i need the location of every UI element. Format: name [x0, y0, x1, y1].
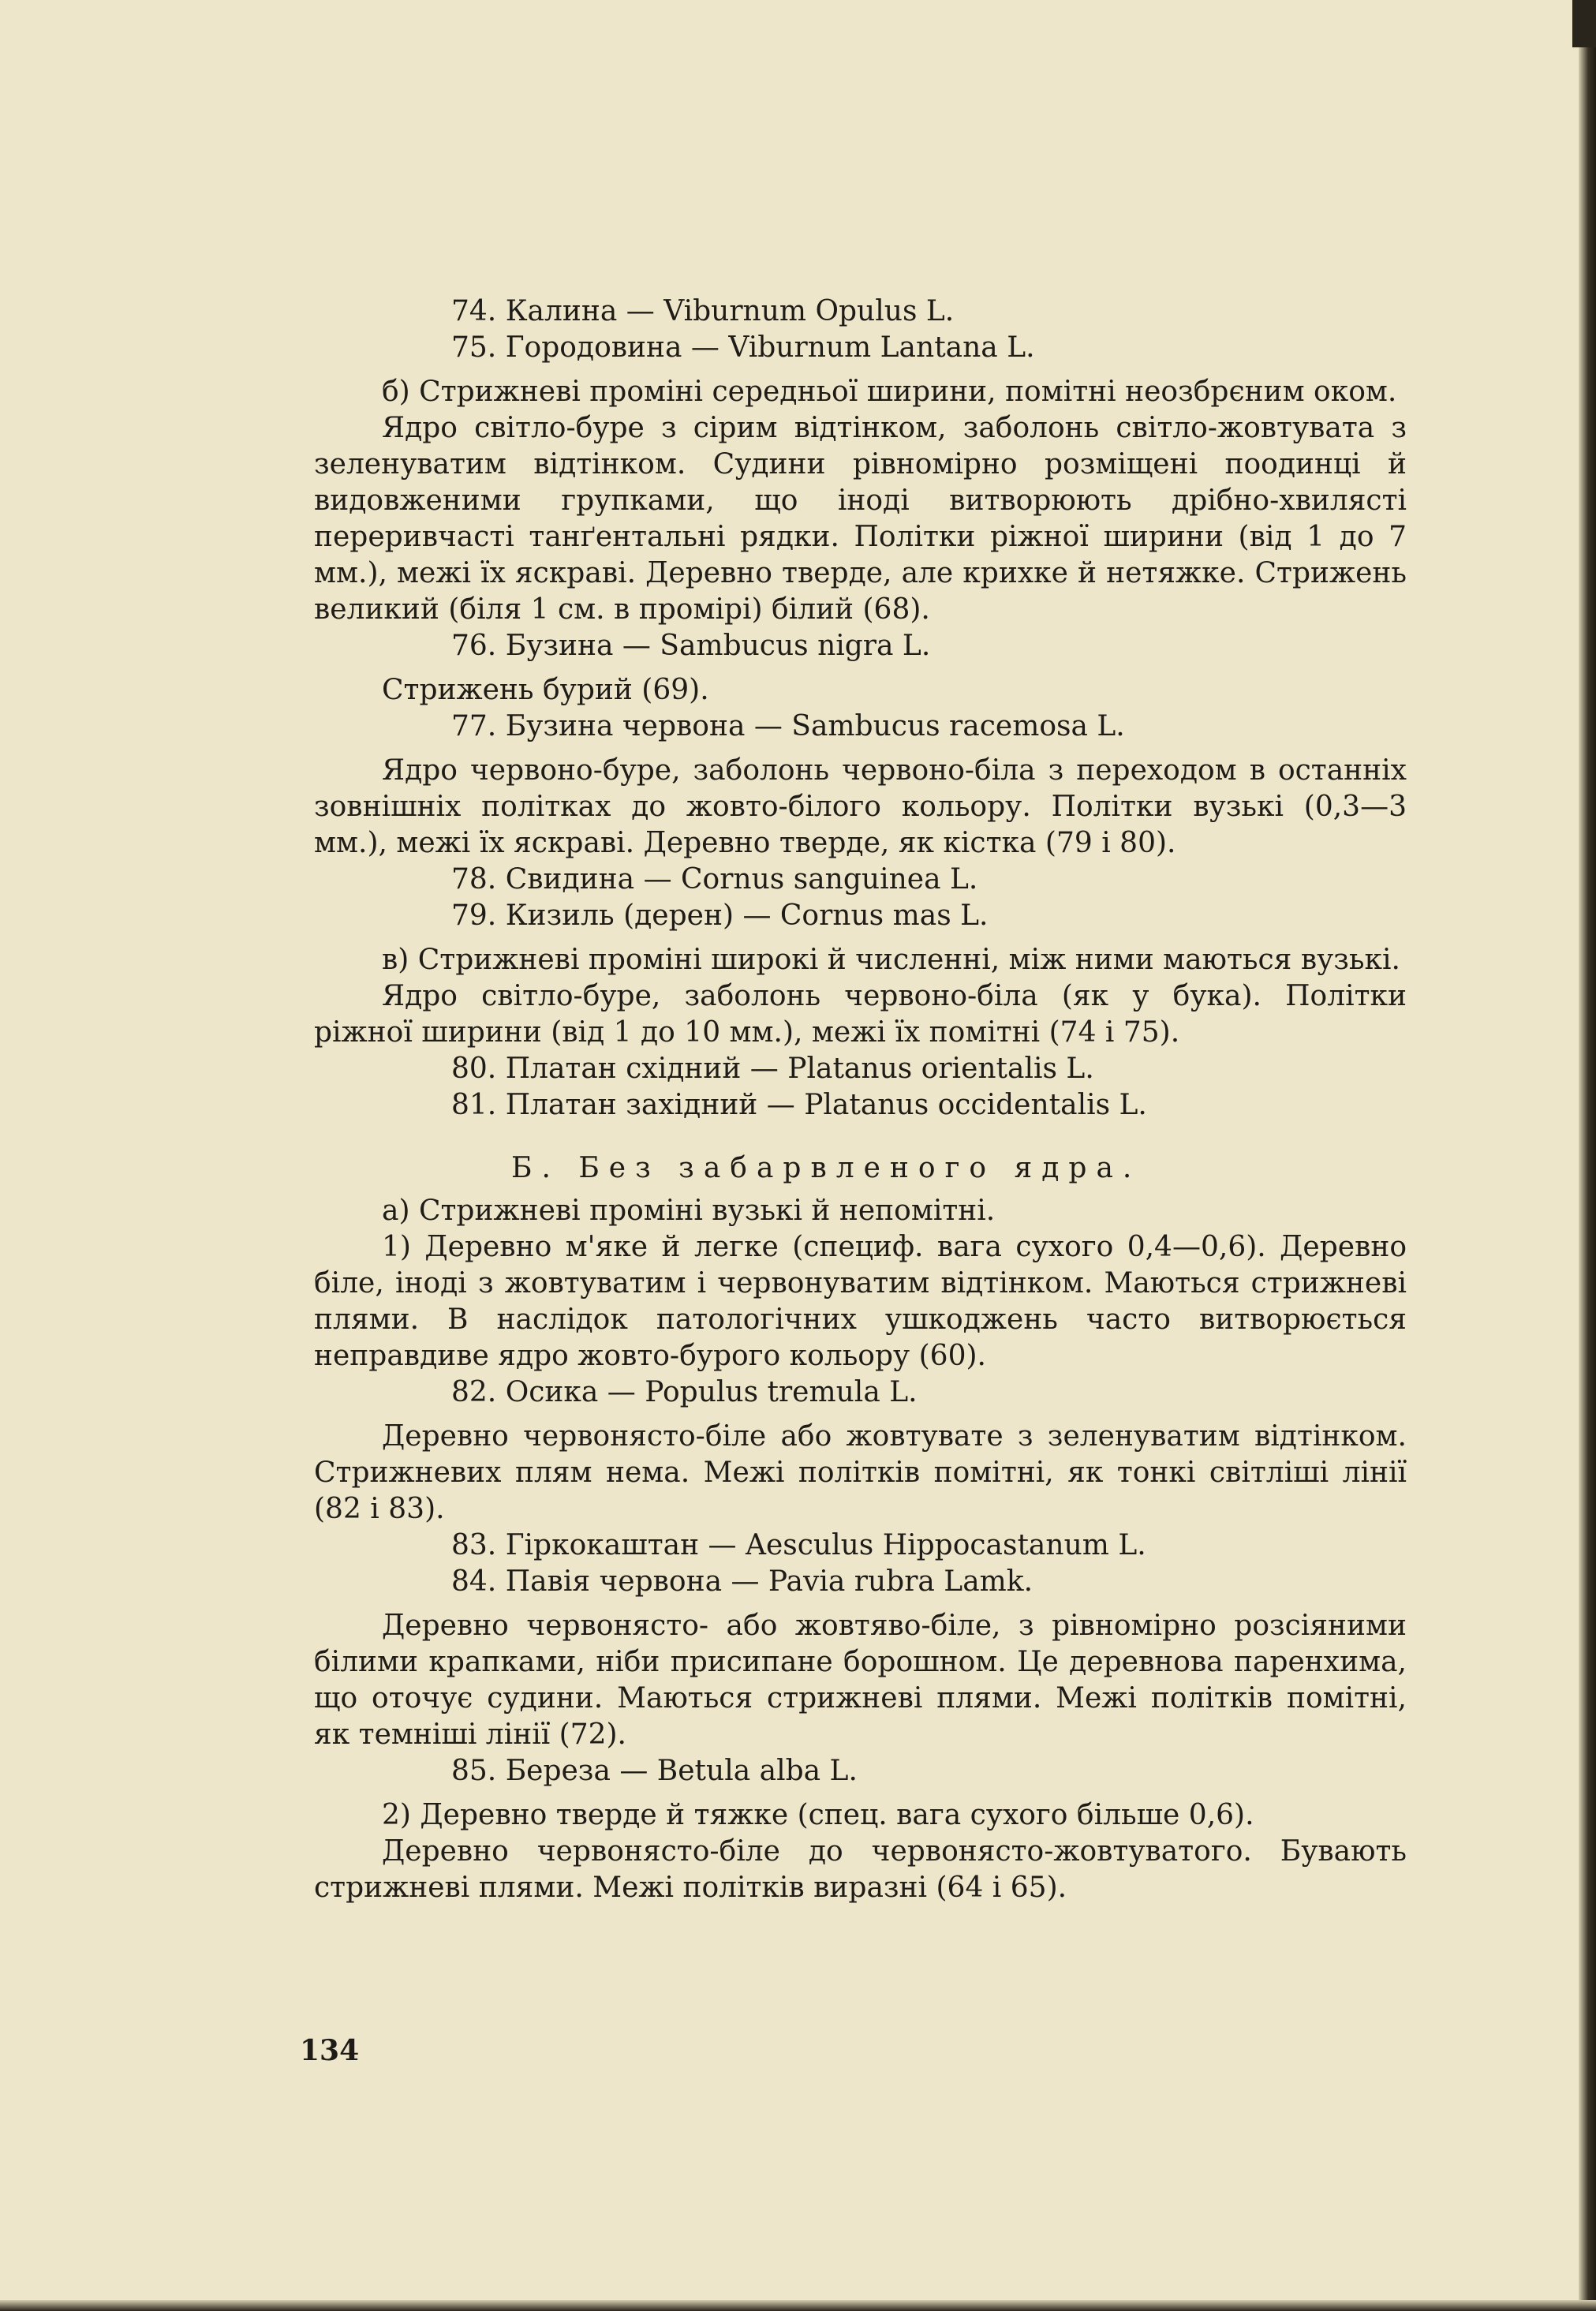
- entry-80: 80. Платан східний — Platanus orientalis L.: [451, 1053, 1094, 1085]
- entry-79: 79. Кизиль (дерен) — Cornus mas L.: [451, 899, 989, 932]
- entry-85: 85. Береза — Betula alba L.: [451, 1755, 858, 1787]
- page-edge-shadow: [1579, 0, 1596, 2311]
- entry-82: 82. Осика — Populus tremula L.: [451, 1376, 918, 1408]
- section-heading-b: Б. Без забарвленого ядра.: [511, 1152, 1142, 1184]
- entry-83: 83. Гіркокаштан — Aesculus Hippocastanum L.: [451, 1529, 1146, 1561]
- paragraph-hard-wood: 2) Деревно тверде й тяжке (спец. вага сухого більше 0,6).: [382, 1799, 1254, 1831]
- page-number: 134: [300, 2034, 360, 2067]
- paragraph-description-3: Ядро світло-буре, заболонь червоно-біла (як у бука). Політки ріжної ширини (від 1 до 10 мм.), межі їх помітні (74 і 75).: [314, 980, 1407, 1049]
- paragraph-pith-brown: Стрижень бурий (69).: [382, 674, 709, 706]
- entry-77: 77. Бузина червона — Sambucus racemosa L.: [451, 710, 1125, 742]
- entry-74: 74. Калина — Viburnum Opulus L.: [451, 295, 955, 327]
- paragraph-b-medium-rays: б) Стрижневі проміні середньої ширини, помітні неозбрєним оком.: [382, 376, 1397, 408]
- paragraph-description-5: Деревно червонясто- або жовтяво-біле, з рівномірно розсіяними білими крапками, ніби присипане борошном. Це деревнова паренхима, що оточує судини. Маються стрижневі плями. Межі політків помітні, як темніші лінії (72).: [314, 1610, 1407, 1751]
- paragraph-soft-wood: 1) Деревно м'яке й легке (специф. вага сухого 0,4—0,6). Деревно біле, іноді з жовтуватим і червонуватим відтінком. Маються стрижневі плями. В наслідок патологічних ушкоджень часто витворюється неправдиве ядро жовто-бурого кольору (60).: [314, 1231, 1407, 1372]
- paragraph-description-6: Деревно червонясто-біле до червонясто-жовтуватого. Бувають стрижневі плями. Межі політків виразні (64 і 65).: [314, 1835, 1407, 1904]
- entry-84: 84. Павія червона — Pavia rubra Lamk.: [451, 1565, 1033, 1598]
- paragraph-description-1: Ядро світло-буре з сірим відтінком, заболонь світло-жовтувата з зеленуватим відтінком. Судини рівномірно розміщені поодинці й видовженими групками, що іноді витворюють дрібно-хвилясті переривчасті танґентальні рядки. Політки ріжної ширини (від 1 до 7 мм.), межі їх яскраві. Деревно тверде, але крихке й нетяжке. Стрижень великий (біля 1 см. в промірі) білий (68).: [314, 412, 1407, 626]
- paragraph-description-4: Деревно червонясто-біле або жовтувате з зеленуватим відтінком. Стрижневих плям нема. Межі політків помітні, як тонкі світліші лінії (82 і 83).: [314, 1420, 1407, 1525]
- paragraph-v-wide-rays: в) Стрижневі проміні широкі й численні, між ними маються вузькі.: [382, 944, 1400, 976]
- paragraph-a-narrow-rays: а) Стрижневі проміні вузькі й непомітні.: [382, 1195, 996, 1227]
- main-text: [314, 294, 1407, 1906]
- page-bottom-edge: [0, 2300, 1596, 2311]
- paragraph-description-2: Ядро червоно-буре, заболонь червоно-біла з переходом в останніх зовнішніх політках до жовто-білого кольору. Політки вузькі (0,3—3 мм.), межі їх яскраві. Деревно тверде, як кістка (79 і 80).: [314, 754, 1407, 859]
- entry-76: 76. Бузина — Sambucus nigra L.: [451, 630, 931, 662]
- entry-81: 81. Платан західний — Platanus occidentalis L.: [451, 1089, 1147, 1121]
- entry-78: 78. Свидина — Cornus sanguinea L.: [451, 863, 978, 896]
- page-corner-shadow: [1572, 0, 1596, 47]
- entry-75: 75. Городовина — Viburnum Lantana L.: [451, 331, 1035, 364]
